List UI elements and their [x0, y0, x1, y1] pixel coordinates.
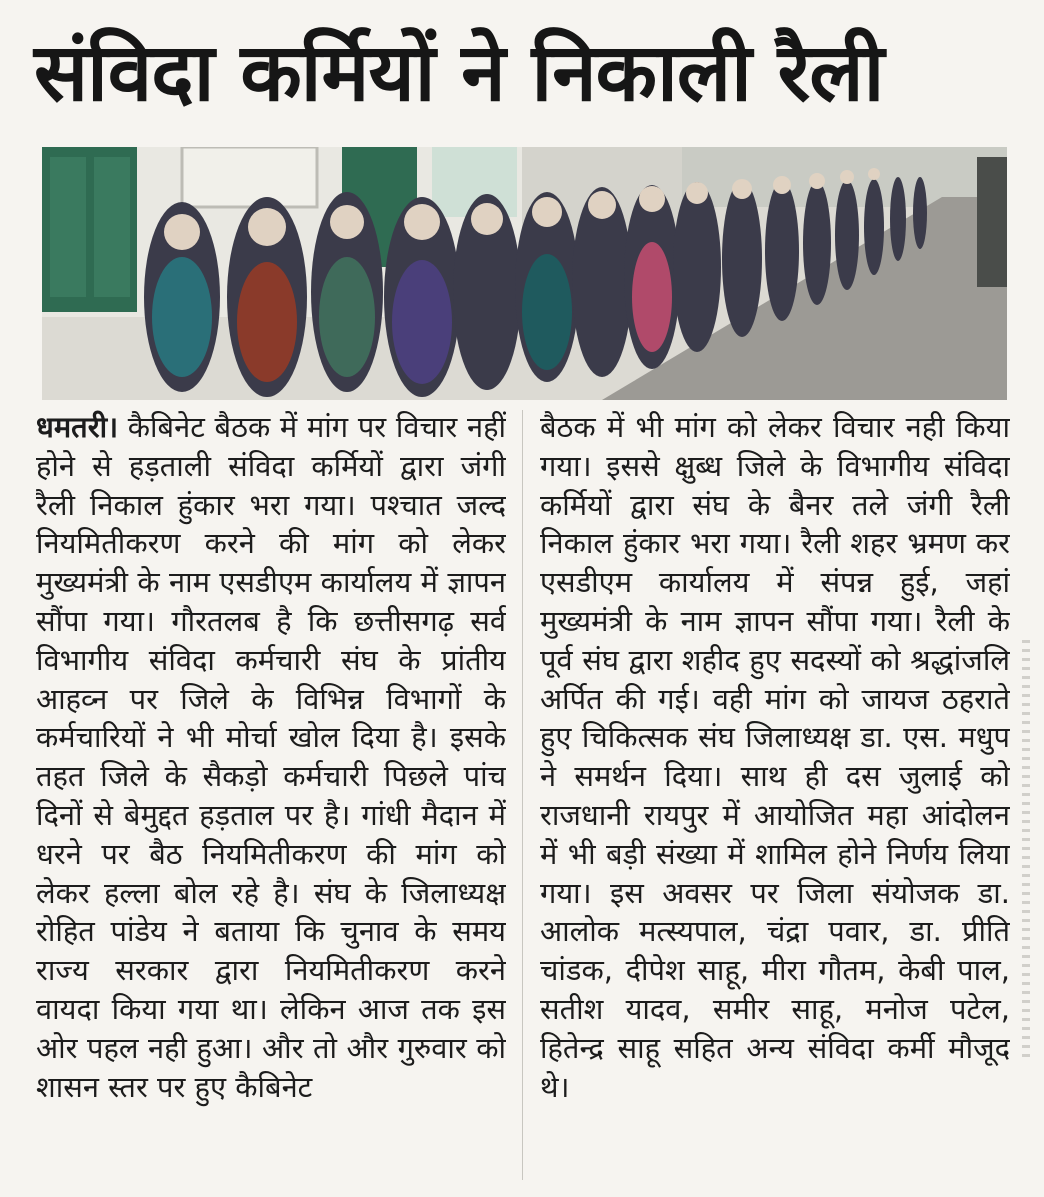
column-divider — [522, 410, 523, 1180]
article-body-left: कैबिनेट बैठक में मांग पर विचार नहीं होने से हड़ताली संविदा कर्मियों द्वारा जंगी रैली निकाल हुंकार भरा गया। पश्चात जल्द नियमितीकरण करने की मांग को लेकर मुख्यमंत्री के नाम एसडीएम कार्यालय में ज्ञापन सौंपा गया। गौरतलब है कि छत्तीसगढ़ सर्व विभागीय संविदा कर्मचारी संघ के प्रांतीय आहव्न पर जिले के विभिन्न विभागों के कर्मचारियों ने भी मोर्चा खोल दिया है। इसके तहत जिले के सैकड़ो कर्मचारी पिछले पांच दिनों से बेमुद्दत हड़ताल पर है। गांधी मैदान में धरने पर बैठ नियमितीकरण की मांग को लेकर हल्ला बोल रहे है। संघ के जिलाध्यक्ष रोहित पांडेय ने बताया कि चुनाव के समय राज्य सरकार द्वारा नियमितीकरण करने वायदा किया गया था। लेकिन आज तक इस ओर पहल नही हुआ। और तो और गुरुवार को शासन स्तर पर हुए कैबिनेट — [36, 410, 506, 1104]
headline: संविदा कर्मियों ने निकाली रैली — [34, 26, 884, 119]
article-column-left — [36, 408, 506, 1184]
article-body-right: बैठक में भी मांग को लेकर विचार नही किया गया। इससे क्षुब्ध जिले के विभागीय संविदा कर्मियों द्वारा संघ के बैनर तले जंगी रैली निकाल हुंकार भरा गया। रैली शहर भ्रमण कर एसडीएम कार्यालय में संपन्न हुई, जहां मुख्यमंत्री के नाम ज्ञापन सौंपा गया। रैली के पूर्व संघ द्वारा शहीद हुए सदस्यों को श्रद्धांजलि अर्पित की गई। वही मांग को जायज ठहराते हुए चिकित्सक संघ जिलाध्यक्ष डा. एस. मधुप ने समर्थन दिया। साथ ही दस जुलाई को राजधानी रायपुर में आयोजित महा आंदोलन में भी बड़ी संख्या में शामिल होने निर्णय लिया गया। इस अवसर पर जिला संयोजक डा. आलोक मत्स्यपाल, चंद्रा पवार, डा. प्रीति चांडक, दीपेश साहू, मीरा गौतम, केबी पाल, सतीश यादव, समीर साहू, मनोज पटेल, हितेन्द्र साहू सहित अन्य संविदा कर्मी मौजूद थे। — [540, 410, 1010, 1104]
page-edge-mark — [1022, 640, 1030, 1060]
dateline: धमतरी। — [36, 410, 119, 444]
article-column-right — [540, 408, 1010, 1184]
article-paragraph-right — [540, 408, 1010, 1106]
rally-photo-icon — [42, 147, 1007, 400]
rally-photo — [42, 147, 1007, 400]
article-paragraph-left — [36, 408, 506, 1106]
